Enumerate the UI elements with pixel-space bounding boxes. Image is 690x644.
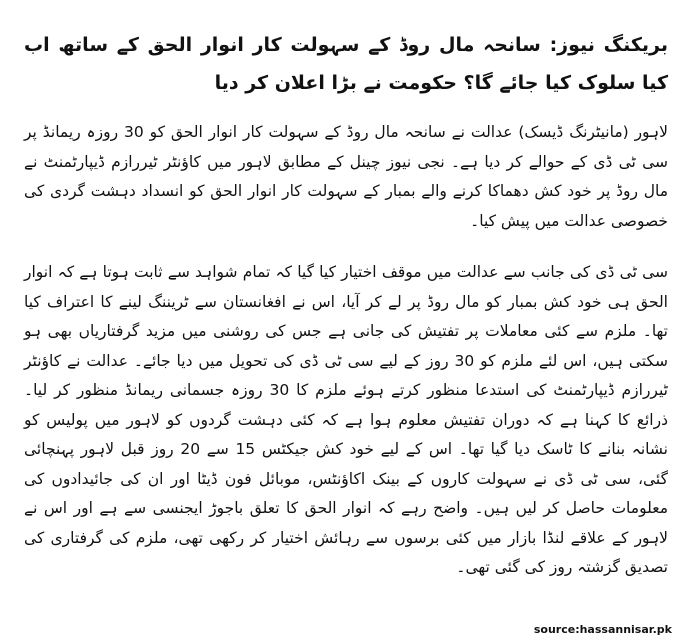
news-article [24, 26, 668, 605]
article-paragraph-intro: لاہور (مانیٹرنگ ڈیسک) عدالت نے سانحہ مال روڈ کے سہولت کار انوار الحق کو 30 روزہ ریمانڈ پر سی ٹی ڈی کے حوالے کر دیا ہے۔ نجی نیوز چینل کے مطابق لاہور میں کاؤنٹر ٹیررازم ڈیپارٹمنٹ نے مال روڈ پر خود کش دھماکا کرنے والے بمبار کے سہولت کار انوار الحق کو انسداد دہشت گردی کی خصوصی عدالت میں پیش کیا۔ [24, 123, 668, 230]
source-credit: source:hassannisar.pk [533, 623, 672, 636]
article-headline: بریکنگ نیوز: سانحہ مال روڈ کے سہولت کار انوار الحق کے ساتھ اب کیا سلوک کیا جائے گا؟ حکومت نے بڑا اعلان کر دیا [24, 34, 668, 94]
article-paragraph-details: سی ٹی ڈی کی جانب سے عدالت میں موقف اختیار کیا گیا کہ تمام شواہد سے ثابت ہوتا ہے کہ انوار الحق ہی خود کش بمبار کو مال روڈ پر لے کر آیا، اس نے افغانستان سے ٹریننگ لینے کا اعتراف کیا تھا۔ ملزم سے کئی معاملات پر تفتیش کی جانی ہے جس کی روشنی میں مزید گرفتاریاں بھی ہو سکتی ہیں، اس لئے ملزم کو 30 روز کے لیے سی ٹی ڈی کی تحویل میں دیا جائے۔ عدالت نے کاؤنٹر ٹیررازم ڈیپارٹمنٹ کی استدعا منظور کرتے ہوئے ملزم کا 30 روزہ جسمانی ریمانڈ منظور کر لیا۔ ذرائع کا کہنا ہے کہ دوران تفتیش معلوم ہوا ہے کہ کئی دہشت گردوں کو لاہور میں پولیس کو نشانہ بنانے کا ٹاسک دیا گیا تھا۔ اس کے لیے خود کش جیکٹس 15 سے 20 روز قبل لاہور پہنچائی گئی، سی ٹی ڈی نے سہولت کاروں کے بینک اکاؤنٹس، موبائل فون ڈیٹا اور ان کی جائیدادوں کی معلومات حاصل کر لیں ہیں۔ واضح رہے کہ انوار الحق کا تعلق باجوڑ ایجنسی سے ہے اور اس نے لاہور کے علاقے لنڈا بازار میں کئی برسوں سے رہائش اختیار کر رکھی تھی، ملزم کی گرفتاری کی تصدیق گزشتہ روز کی گئی تھی۔ [24, 263, 668, 576]
